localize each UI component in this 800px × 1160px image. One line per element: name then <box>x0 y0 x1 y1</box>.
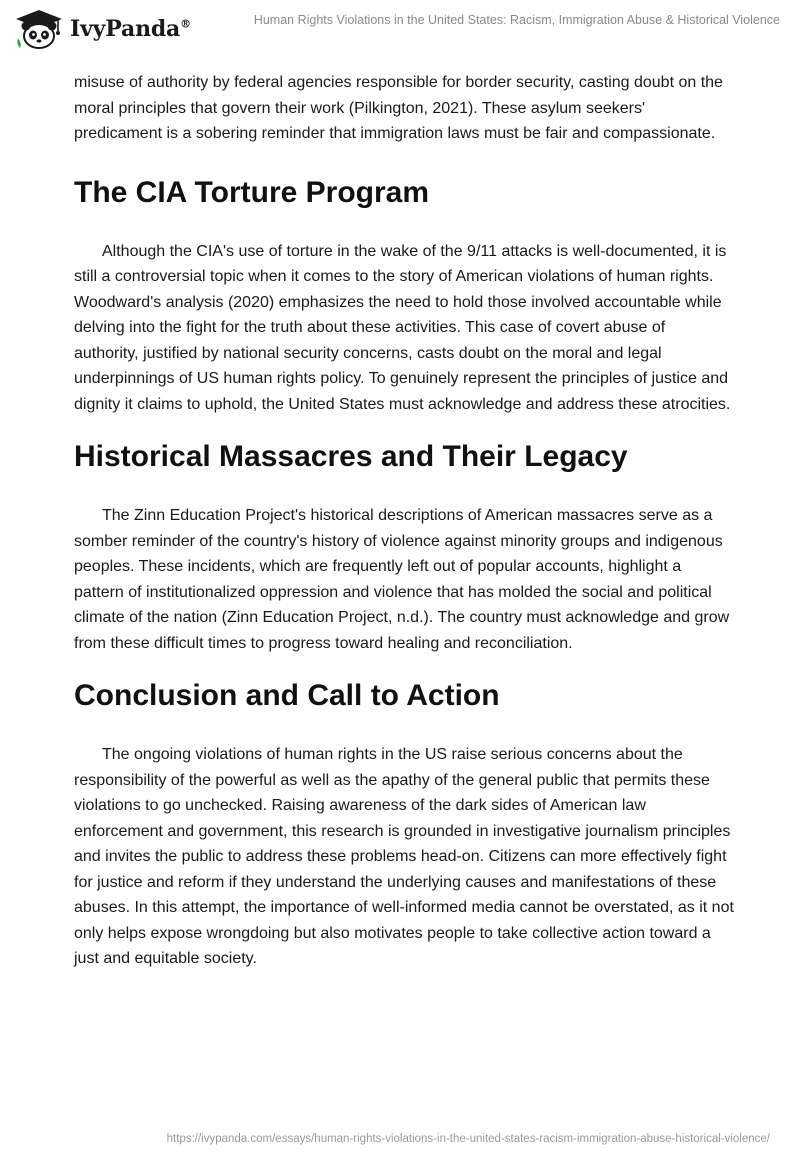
heading-conclusion: Conclusion and Call to Action <box>74 679 500 712</box>
brand-name: IvyPanda® <box>70 16 191 42</box>
document-title: Human Rights Violations in the United States: Racism, Immigration Abuse & Historical Violence <box>253 13 780 27</box>
panda-graduate-icon <box>14 8 64 50</box>
heading-cia-torture: The CIA Torture Program <box>74 175 430 209</box>
footer-url[interactable]: https://ivypanda.com/essays/human-rights-violations-in-the-united-states-racism-immigration-abuse-historical-violence/ <box>166 1133 770 1145</box>
paragraph-historical-massacres: The Zinn Education Project's historical descriptions of American massacres serve as a somber reminder of the country's history of violence against minority groups and indigenous peoples. These incidents, which are frequently left out of popular accounts, highlight a pattern of institutionalized oppression and violence that has molded the social and political climate of the nation (Zinn Education Project, n.d.). The country must acknowledge and grow from these difficult times to progress toward healing and reconciliation. <box>74 507 730 652</box>
heading-historical-massacres: Historical Massacres and Their Legacy <box>74 440 628 473</box>
essay-content <box>74 70 734 972</box>
ivypanda-logo[interactable] <box>14 8 191 50</box>
page-header <box>0 0 800 58</box>
paragraph-intro: misuse of authority by federal agencies responsible for border security, casting doubt on the moral principles that govern their work (Pilkington, 2021). These asylum seekers' predicament is a sobering reminder that immigration laws must be fair and compassionate. <box>74 74 723 142</box>
paragraph-conclusion: The ongoing violations of human rights in the US raise serious concerns about the responsibility of the powerful as well as the apathy of the general public that permits these violations to go unchecked. Raising awareness of the dark sides of American law enforcement and government, this research is grounded in investigative journalism principles and invites the public to address these problems head-on. Citizens can more effectively fight for justice and reform if they understand the underlying causes and manifestations of these abuses. In this attempt, the importance of well-informed media cannot be overstated, as it not only helps expose wrongdoing but also motivates people to take collective action toward a just and equitable society. <box>74 746 734 967</box>
paragraph-cia-torture: Although the CIA's use of torture in the wake of the 9/11 attacks is well-documented, it is still a controversial topic when it comes to the story of American violations of human rights. Woodward's analysis (2020) emphasizes the need to hold those involved accountable while delving into the fight for the truth about these activities. This case of covert abuse of authority, justified by national security concerns, casts doubt on the moral and legal underpinnings of US human rights policy. To genuinely represent the principles of justice and dignity it claims to uphold, the United States must acknowledge and address these atrocities. <box>74 242 731 413</box>
